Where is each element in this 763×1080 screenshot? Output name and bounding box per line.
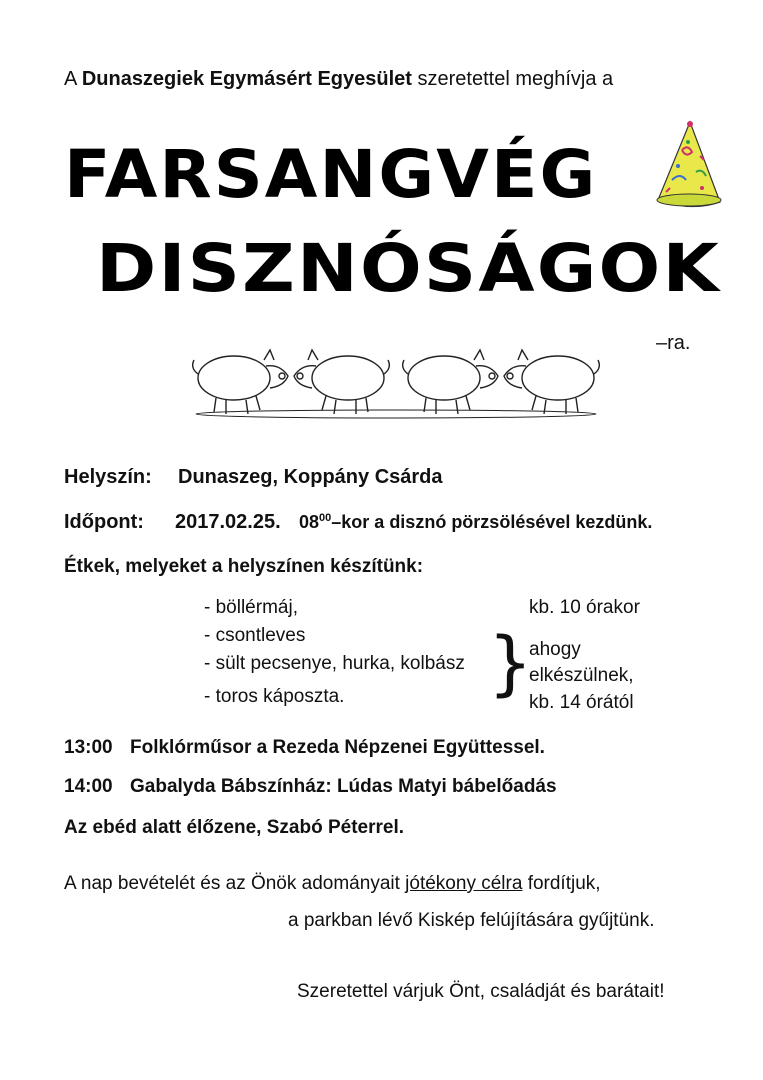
food-time-line: kb. 14 órától (529, 692, 634, 713)
program-text: Folklórműsor a Rezeda Népzenei Együttessel. (130, 737, 545, 758)
brace-symbol: } (488, 622, 533, 704)
intro-line (64, 68, 613, 91)
pigs-illustration (186, 340, 606, 425)
pig-icon (193, 350, 288, 414)
pig-icon (294, 350, 389, 414)
food-time-line: ahogy (529, 639, 581, 660)
food-item: - toros káposzta. (204, 686, 345, 707)
organization-name: Dunaszegiek Egymásért Egyesület (81, 68, 412, 90)
time-start (299, 512, 652, 533)
intro-prefix: A (64, 68, 77, 90)
food-time-first: kb. 10 órakor (529, 597, 640, 618)
time-label: Időpont: (64, 511, 144, 533)
pig-icon (403, 350, 498, 414)
charity-line-1 (64, 873, 601, 895)
program-text: Gabalyda Bábszínház: Lúdas Matyi bábelőadás (130, 776, 557, 797)
title-line-2: DISZNÓSÁGOK (96, 230, 721, 307)
closing-line: Szeretettel várjuk Önt, családját és barátait! (297, 981, 665, 1002)
food-item: - sült pecsenye, hurka, kolbász (204, 653, 465, 674)
party-hat-icon (652, 120, 724, 217)
program-time: 13:00 (64, 737, 113, 758)
title-suffix: –ra. (656, 332, 691, 354)
food-item: - csontleves (204, 625, 306, 646)
food-heading: Étkek, melyeket a helyszínen készítünk: (64, 556, 424, 577)
charity-link[interactable]: jótékony célra (405, 873, 523, 894)
location-label: Helyszín: (64, 466, 152, 488)
title-line-1: FARSANGVÉG (64, 136, 598, 213)
time-hour: 08 (299, 512, 320, 532)
charity-text: A nap bevételét és az Önök adományait (64, 873, 400, 894)
location-value: Dunaszeg, Koppány Csárda (178, 466, 443, 488)
intro-suffix: szeretettel meghívja a (417, 68, 614, 90)
lunch-note: Az ebéd alatt élőzene, Szabó Péterrel. (64, 817, 404, 838)
pig-icon (504, 350, 599, 414)
time-rest: –kor a disznó pörzsölésével kezdünk. (331, 512, 653, 532)
charity-line-2: a parkban lévő Kiskép felújítására gyűjtünk. (288, 910, 655, 931)
program-time: 14:00 (64, 776, 113, 797)
time-date: 2017.02.25. (175, 511, 281, 533)
food-time-line: elkészülnek, (529, 665, 634, 686)
food-item: - böllérmáj, (204, 597, 298, 618)
charity-text-end: fordítjuk, (527, 873, 601, 894)
time-minutes: 00 (319, 512, 332, 524)
